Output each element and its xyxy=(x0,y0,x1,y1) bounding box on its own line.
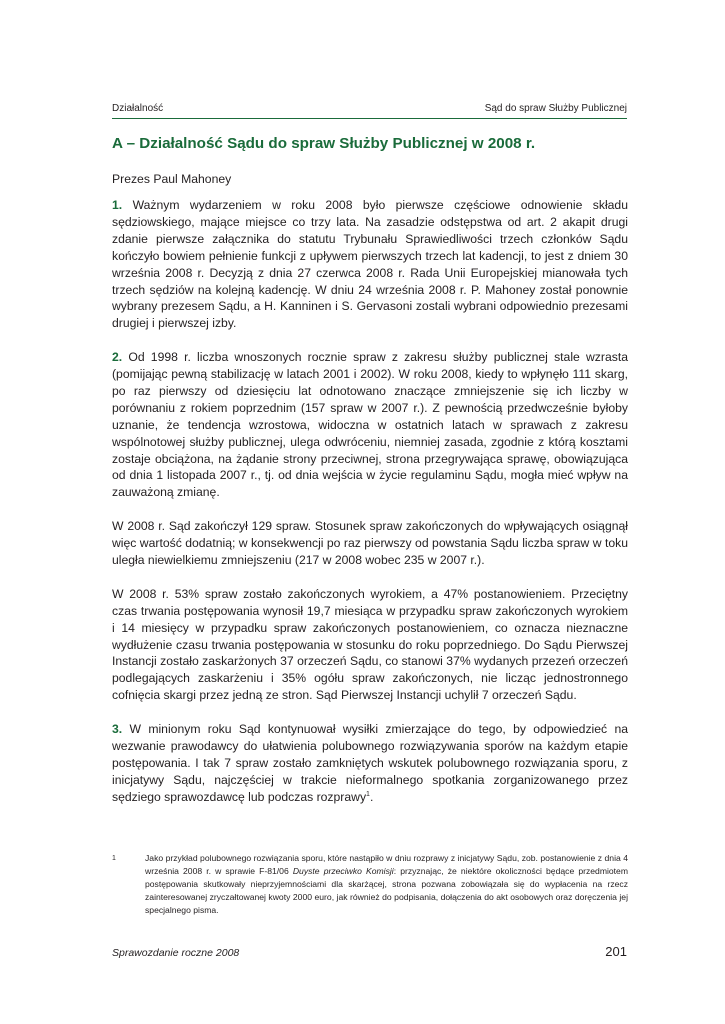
paragraph-5 xyxy=(112,721,628,806)
header-rule xyxy=(112,118,627,119)
footnote-text-a: Jako przykład polubownego rozwiązania sporu, które nastąpiło w dniu rozprawy z inicjatywy Sądu, zob. postanowienie z dnia 4 września 2008 r. w sprawie F-81/06 xyxy=(145,853,628,876)
paragraph-number: 1. xyxy=(112,198,123,212)
paragraph-4 xyxy=(112,586,628,704)
paragraph-text: W 2008 r. 53% spraw zostało zakończonych wyrokiem, a 47% postanowieniem. Przeciętny czas trwania postępowania wynosił 19,7 miesiąca w przypadku spraw zakończonych wyrokiem i 14 miesięcy w przypadku spraw zakończonych postanowieniem, co oznacza nieznaczne wydłużenie czasu trwania postępowania w stosunku do roku poprzedniego. Do Sądu Pierwszej Instancji zostało zaskarżonych 37 orzeczeń Sądu, co stanowi 37% wydanych przezeń orzeczeń podlegających zaskarżeniu i 35% ogółu spraw zakończonych, nie licząc jednostronnego cofnięcia skargi przez jedną ze stron. Sąd Pierwszej Instancji uchylił 7 orzeczeń Sądu. xyxy=(112,586,628,703)
paragraph-text: W minionym roku Sąd kontynuował wysiłki zmierzające do tego, by odpowiedzieć na wezwanie prawodawcy do ułatwienia polubownego rozwiązywania sporów na każdym etapie postępowania. I tak 7 spraw zostało zamkniętych wskutek polubownego rozwiązania sporu, z inicjatywy Sądu, najczęściej w trakcie nieformalnego spotkania zorganizowanego przez sędziego sprawozdawcę lub podczas rozprawy xyxy=(112,722,628,804)
paragraph-text: Od 1998 r. liczba wnoszonych rocznie spraw z zakresu służby publicznej stale wzrasta (pomijając pewną stabilizację w latach 2001 i 2002). W roku 2008, kiedy to wpłynęło 111 skarg, po raz pierwszy od dziesięciu lat odnotowano znaczące zmniejszenie się ich liczby w porównaniu z rokiem poprzednim (157 spraw w 2007 r.). Z pewnością przedwcześnie byłoby uznanie, że tendencja wzrostowa, widoczna w ostatnich latach w sprawach z zakresu wspólnotowej służby publicznej, ulega odwróceniu, niemniej zasada, zgodnie z którą kosztami zostaje obciążona, na żądanie strony przeciwnej, strona przegrywająca sprawę, obowiązująca od dnia 1 listopada 2007 r., tj. od dnia wejścia w życie regulaminu Sądu, mogła mieć wpływ na zauważoną zmianę. xyxy=(112,350,628,500)
footnote-mark: 1 xyxy=(112,855,116,862)
paragraph-text: Ważnym wydarzeniem w roku 2008 było pierwsze częściowe odnowienie składu sędziowskiego, mające miejsce co trzy lata. Na zasadzie odstępstwa od art. 2 akapit drugi zdanie pierwsze załącznika do statutu Trybunału Sprawiedliwości trzech członków Sądu kończyło bowiem pełnienie funkcji z upływem pierwszych trzech lat kadencji, to jest z dniem 30 września 2008 r. Decyzją z dnia 27 czerwca 2008 r. Rada Unii Europejskiej mianowała tych trzech sędziów na kolejną kadencję. W dniu 24 września 2008 r. P. Mahoney został ponownie wybrany prezesem Sądu, a H. Kanninen i S. Gervasoni zostali wybrani odpowiednio prezesami drugiej i pierwszej izby. xyxy=(112,198,628,331)
paragraph-number: 3. xyxy=(112,722,123,737)
footnote-text-b: : przyznając, że niektóre okoliczności będące przedmiotem postępowania skutkowały nieprzyjemnościami dla skarżącej, strona pozwana zobowiązała się do wypłacenia na rzecz zainteresowanej zryczałtowanej kwoty 2000 euro, jak również do podpisania, dołączenia do akt osobowych oraz doręczenia jej specjalnego pisma. xyxy=(145,866,628,915)
paragraph-2 xyxy=(112,349,628,501)
footer-report-title: Sprawozdanie roczne 2008 xyxy=(112,947,240,959)
paragraph-end: . xyxy=(369,789,374,804)
paragraph-text: W 2008 r. Sąd zakończył 129 spraw. Stosunek spraw zakończonych do wpływających osiągnął więc wartość dodatnią; w konsekwencji po raz pierwszy od powstania Sądu liczba spraw w toku uległa niewielkiemu zmniejszeniu (217 w 2008 wobec 235 w 2007 r.). xyxy=(112,519,628,567)
paragraph-1 xyxy=(112,197,628,332)
paragraph-3 xyxy=(112,518,628,569)
author-line: Prezes Paul Mahoney xyxy=(112,172,232,186)
page-title: A – Działalność Sądu do spraw Służby Publicznej w 2008 r. xyxy=(112,135,536,152)
footnote xyxy=(112,852,628,917)
footnote-reference[interactable]: 1 xyxy=(366,790,370,798)
page-number: 201 xyxy=(605,944,627,959)
footnote-text xyxy=(145,852,628,917)
footnote-case-name: Duyste przeciwko Komisji xyxy=(292,866,394,876)
paragraph-number: 2. xyxy=(112,350,123,365)
running-header xyxy=(112,103,627,119)
body-text xyxy=(112,197,628,822)
header-court-label: Sąd do spraw Służby Publicznej xyxy=(484,103,627,114)
header-section-label: Działalność xyxy=(112,103,164,114)
